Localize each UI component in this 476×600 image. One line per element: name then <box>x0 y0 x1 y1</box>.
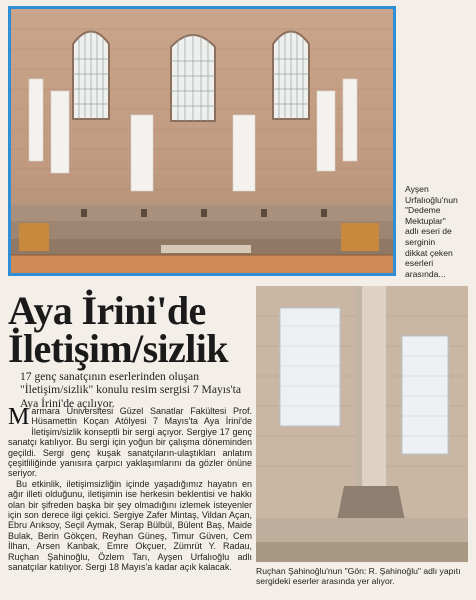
paragraph-1-text: armara Üniversitesi Güzel Sanatlar Fakültesi Prof. Hüsamettin Koçan Atölyesi 7 Mayıs'ta Aya İrini'de İletişim/sizlik konseptli bir sergi açıyor. Sergiye 17 genç sanatçı katılıyor. Bu sergi için yoğun bir çalışma döneminden geçildi. Sergi genç kuşak sanatçıların-ulaştıkları anlatım çeşitliliğinde yanısıra çarpıcı yaklaşımlarını da gözler önüne seriyor. <box>8 406 252 479</box>
caption-line: adlı eseri de <box>405 226 452 237</box>
caption-line: serginin <box>405 236 436 247</box>
paragraph-1 <box>8 406 252 479</box>
article-body <box>8 406 252 573</box>
caption-line: "Dedeme <box>405 205 441 216</box>
caption-line: Ayşen <box>405 184 429 194</box>
top-photo-caption <box>405 184 471 279</box>
caption-line: Urfalıoğlu'nun <box>405 194 458 205</box>
column-illustration <box>256 286 468 562</box>
arched-windows <box>73 31 309 121</box>
article-headline <box>8 288 253 371</box>
church-apse-photo <box>8 6 396 276</box>
exhibition-column-photo <box>256 286 468 562</box>
stone-benches <box>11 205 393 255</box>
paragraph-2: Bu etkinlik, iletişimsizliğin içinde yaşadığımız hayatın en ağır illeti olduğunu, iletişimin ise herkesin beklentisi ve hakkı olan bir şifreden başka bir şey olmadığını izlemek isteyenler için son derece ilgi çekici. Sergiye Zafer Mintaş, Vildan Açan, Ebru Arıksoy, Seçil Aymak, Serap Bülbül, Bülent Baş, Maide Bulak, Berin Gökçen, Reyhan Güneş, Timur Güven, Cem İlhan, Arsen Kanbak, Emre Okçuer, Zümrüt Y. Radau, Ruçhan Şahinoğlu, Özlem Tarı, Ayşen Urfalıoğlu adlı sanatçılar katılıyor. Sergi 18 Mayıs'a kadar açık kalacak. <box>8 478 252 573</box>
apse-illustration <box>11 9 393 273</box>
bottom-photo-caption: Ruçhan Şahinoğlu'nun "Gön: R. Şahinoğlu" adlı yapıtı sergideki eserler arasında yer alıyor. <box>256 566 461 587</box>
caption-line: dikkat çeken <box>405 247 453 258</box>
caption-line: Mektuplar" <box>405 215 446 226</box>
caption-line: arasında... <box>405 268 446 279</box>
article-deck: 17 genç sanatçının eserlerinden oluşan "İletişim/sizlik" konulu resim sergisi 7 Mayıs'ta Aya İrini'de açılıyor. <box>20 370 241 410</box>
headline-line-1: Aya İrini'de <box>8 288 206 333</box>
caption-line: eserleri <box>405 258 434 269</box>
drop-cap: M <box>8 404 30 430</box>
headline-line-2: İletişim/sizlik <box>8 326 228 371</box>
